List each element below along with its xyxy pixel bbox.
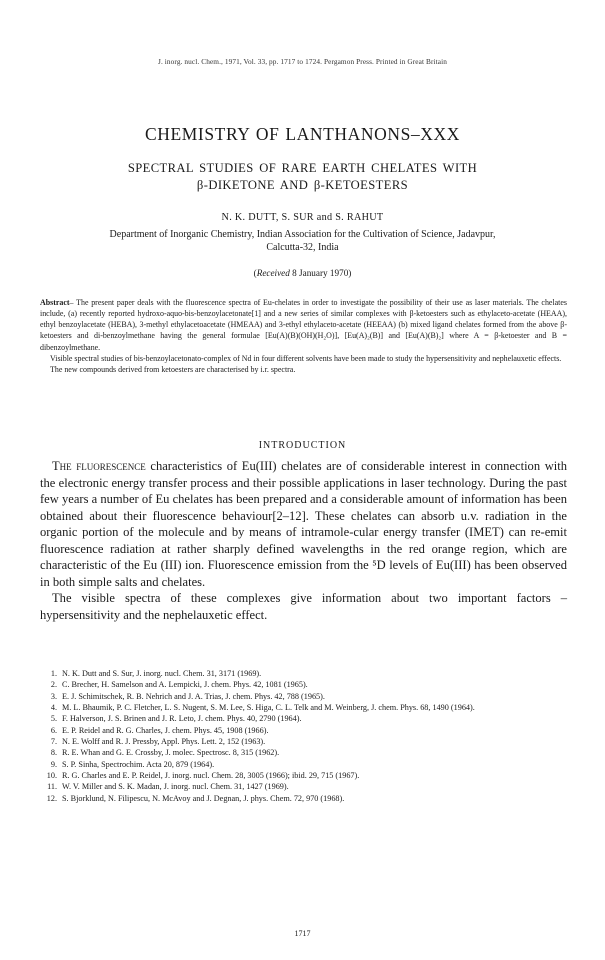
introduction-paragraph-1 xyxy=(40,458,567,590)
received-date: (Received 8 January 1970) xyxy=(253,268,352,278)
reference-item xyxy=(40,702,567,713)
reference-text: R. E. Whan and G. E. Crossby, J. molec. Spectrosc. 8, 315 (1962). xyxy=(62,748,280,758)
reference-item xyxy=(40,770,567,781)
reference-text: C. Brecher, H. Samelson and A. Lempicki, J. chem. Phys. 42, 1081 (1965). xyxy=(62,680,308,690)
subtitle-line-1: SPECTRAL STUDIES OF RARE EARTH CHELATES WITH xyxy=(127,161,478,175)
received-date-value: 8 January 1970 xyxy=(292,268,349,278)
reference-text: S. P. Sinha, Spectrochim. Acta 20, 879 (1964). xyxy=(62,759,215,769)
reference-text: R. G. Charles and E. P. Reidel, J. inorg. nucl. Chem. 28, 3005 (1966); ibid. 29, 715 (1967). xyxy=(62,771,360,781)
reference-item xyxy=(40,781,567,792)
reference-list xyxy=(40,668,567,804)
reference-item xyxy=(40,736,567,747)
reference-item xyxy=(40,691,567,702)
introduction-text-1: characteristics of Eu(III) chelates are of considerable interest in connection with the electronic energy transfer process and their possible applications in laser technology. During the past few years a number of Eu chelates has been prepared and a considerable amount of information has been obtained about their fluorescence behaviour[2–12]. These chelates can absorb u.v. radiation in the organic portion of the molecule and by means of intramole-cular energy transfer (IMET) can re-emit fluorescence radiation at rather sharply defined wavelengths in the red orange region, which are characteristic of the Eu (III) ion. Fluorescence emission from the ⁵D levels of Eu(III) has been observed in both simple salts and chelates. xyxy=(40,459,568,589)
journal-citation-header: J. inorg. nucl. Chem., 1971, Vol. 33, pp. 1717 to 1724. Pergamon Press. Printed in Great Britain xyxy=(158,57,447,66)
reference-text: W. V. Miller and S. K. Madan, J. inorg. nucl. Chem. 31, 1427 (1969). xyxy=(62,782,289,792)
affiliation xyxy=(40,228,565,254)
reference-item xyxy=(40,759,567,770)
introduction-body xyxy=(40,458,567,623)
page-number: 1717 xyxy=(294,929,311,938)
reference-number: 3. xyxy=(50,691,57,701)
reference-number: 5. xyxy=(50,714,57,724)
reference-number: 2. xyxy=(50,680,57,690)
abstract-label: Abstract xyxy=(40,298,70,307)
reference-item xyxy=(40,713,567,724)
reference-number: 9. xyxy=(50,759,57,769)
affiliation-line-1: Department of Inorganic Chemistry, Indian Association for the Cultivation of Science, Jadavpur, xyxy=(109,229,496,240)
reference-item xyxy=(40,668,567,679)
abstract-paragraph-3: The new compounds derived from ketoesters are characterised by i.r. spectra. xyxy=(50,364,296,374)
reference-text: F. Halverson, J. S. Brinen and J. R. Leto, J. chem. Phys. 40, 2790 (1964). xyxy=(62,714,302,724)
reference-text: M. L. Bhaumik, P. C. Fletcher, L. S. Nugent, S. M. Lee, S. Higa, C. L. Telk and M. Weinberg, J. chem. Phys. 68, 1490 (1964). xyxy=(62,703,475,713)
reference-number: 10. xyxy=(46,771,57,781)
introduction-paragraph-2: The visible spectra of these complexes give information about two important factors – hypersensitivity and the nephelauxetic effect. xyxy=(40,591,567,622)
abstract-text-1: – The present paper deals with the fluorescence spectra of Eu-chelates in order to investigate the possibility of their use as laser materials. The chelates include, (a) recently reported hydroxo-aquo-bis-benzoylacetonate[1] and a new series of similar complexes with β-ketoesters such as ethylaceto-acetate (HEAA), ethyl benzoylacetate (HEBA), 3-methyl ethylacetoacetate (HMEAA) and 3-ethyl ethylaceto-acetate (HEEAA) (b) mixed ligand chelates formed from the above β-ketoesters and di-benzoylmethane having the general formulae [Eu(A)(B)(OH)(H₂O)], [Eu(A)₂(B)] and [Eu(A)(B)₂] where A = β-ketoester and B = dibenzoylmethane. xyxy=(40,298,567,352)
reference-item xyxy=(40,747,567,758)
reference-text: N. K. Dutt and S. Sur, J. inorg. nucl. Chem. 31, 3171 (1969). xyxy=(62,669,262,678)
paper-title: CHEMISTRY OF LANTHANONS–XXX xyxy=(144,124,461,144)
reference-item xyxy=(40,793,567,804)
paper-subtitle xyxy=(40,160,565,194)
received-label: Received xyxy=(256,268,290,278)
abstract-paragraph-1 xyxy=(40,297,567,353)
reference-text: N. E. Wolff and R. J. Pressby, Appl. Phys. Lett. 2, 152 (1963). xyxy=(62,737,266,747)
abstract-paragraph-2: Visible spectral studies of bis-benzoylacetonato-complex of Nd in four different solvents have been made to study the hypersensitivity and nephelauxetic effects. xyxy=(50,353,562,363)
subtitle-line-2: β-DIKETONE AND β-KETOESTERS xyxy=(196,178,409,192)
reference-number: 8. xyxy=(50,748,57,758)
reference-number: 6. xyxy=(50,725,57,735)
affiliation-line-2: Calcutta-32, India xyxy=(266,242,339,253)
author-list: N. K. DUTT, S. SUR and S. RAHUT xyxy=(221,212,384,223)
abstract xyxy=(40,297,567,375)
reference-item xyxy=(40,725,567,736)
reference-text: E. P. Reidel and R. G. Charles, J. chem. Phys. 45, 1908 (1966). xyxy=(62,725,269,735)
reference-number: 12. xyxy=(46,793,57,803)
introduction-lead-in: The fluorescence xyxy=(52,459,146,473)
section-heading-introduction: INTRODUCTION xyxy=(258,440,347,451)
reference-text: E. J. Schimitschek, R. B. Nehrich and J. A. Trias, J. chem. Phys. 42, 788 (1965). xyxy=(62,691,325,701)
reference-number: 1. xyxy=(50,669,57,678)
reference-number: 4. xyxy=(50,703,57,713)
reference-number: 7. xyxy=(50,737,57,747)
reference-item xyxy=(40,679,567,690)
reference-text: S. Bjorklund, N. Filipescu, N. McAvoy and J. Degnan, J. phys. Chem. 72, 970 (1968). xyxy=(62,793,345,803)
reference-number: 11. xyxy=(47,782,57,792)
